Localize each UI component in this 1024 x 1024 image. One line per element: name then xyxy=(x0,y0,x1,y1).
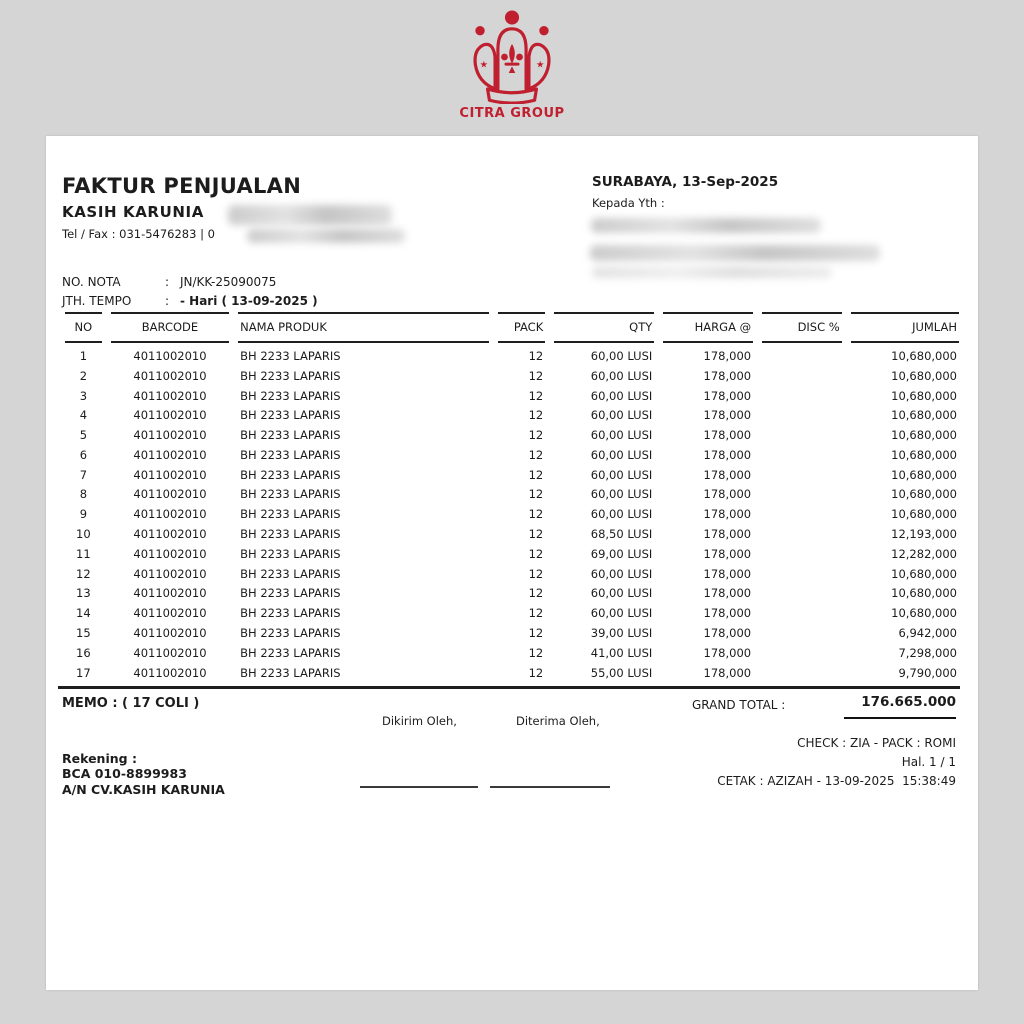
cell-barcode: 4011002010 xyxy=(133,606,207,621)
cell-disc xyxy=(762,446,842,466)
cell-harga: 178,000 xyxy=(703,606,752,621)
cell-jumlah: 10,680,000 xyxy=(891,566,957,581)
cell-disc xyxy=(762,643,842,663)
cell-harga: 178,000 xyxy=(703,546,752,561)
cell-jumlah: 10,680,000 xyxy=(891,368,957,383)
cell-no: 16 xyxy=(76,645,91,660)
cell-no: 1 xyxy=(79,349,88,363)
cell-qty: 60,00 LUSI xyxy=(590,349,653,363)
cell-jumlah: 10,680,000 xyxy=(891,447,957,462)
jth-tempo-colon: : xyxy=(164,294,170,308)
cell-harga: 178,000 xyxy=(703,487,752,502)
cell-pack: 12 xyxy=(528,606,544,621)
cell-qty: 60,00 LUSI xyxy=(590,507,653,522)
cell-no: 4 xyxy=(79,408,88,423)
svg-text:★: ★ xyxy=(479,59,489,71)
redacted-company-detail xyxy=(228,205,392,225)
signature-line-diterima xyxy=(490,786,610,788)
cell-no: 17 xyxy=(76,665,91,680)
cell-barcode: 4011002010 xyxy=(133,546,207,561)
cell-jumlah: 10,680,000 xyxy=(891,507,957,522)
cell-nama-produk: BH 2233 LAPARIS xyxy=(240,606,341,621)
cell-harga: 178,000 xyxy=(703,645,752,660)
cell-jumlah: 10,680,000 xyxy=(891,428,957,443)
city-date: SURABAYA, 13-Sep-2025 xyxy=(592,174,779,190)
cell-harga: 178,000 xyxy=(703,507,752,522)
cell-barcode: 4011002010 xyxy=(133,645,207,660)
cell-jumlah: 12,193,000 xyxy=(891,527,957,542)
table-row xyxy=(65,544,959,564)
logo-text: CITRA GROUP xyxy=(459,106,565,121)
cell-no: 7 xyxy=(79,467,88,482)
company-logo xyxy=(442,10,582,121)
cell-no: 13 xyxy=(76,586,91,601)
cell-barcode: 4011002010 xyxy=(133,368,207,383)
cell-barcode: 4011002010 xyxy=(133,586,207,601)
cell-no: 12 xyxy=(76,566,91,581)
table-row xyxy=(65,485,959,505)
cell-nama-produk: BH 2233 LAPARIS xyxy=(240,527,341,542)
table-row xyxy=(65,386,959,406)
page-title: FAKTUR PENJUALAN xyxy=(62,174,302,198)
cell-qty: 60,00 LUSI xyxy=(590,566,653,581)
table-row xyxy=(65,584,959,604)
cell-jumlah: 10,680,000 xyxy=(891,349,957,363)
rekening-name: A/N CV.KASIH KARUNIA xyxy=(62,782,225,797)
cell-disc xyxy=(762,544,842,564)
table-header-row xyxy=(65,312,959,343)
recipient-label: Kepada Yth : xyxy=(592,196,665,210)
cell-no: 3 xyxy=(79,388,88,403)
cell-pack: 12 xyxy=(528,388,544,403)
cell-harga: 178,000 xyxy=(703,665,752,680)
no-nota-label: NO. NOTA xyxy=(62,275,121,289)
cell-nama-produk: BH 2233 LAPARIS xyxy=(240,408,341,423)
cell-jumlah: 6,942,000 xyxy=(898,625,957,640)
cell-jumlah: 10,680,000 xyxy=(891,388,957,403)
cell-qty: 60,00 LUSI xyxy=(590,447,653,462)
grand-total-rule xyxy=(844,717,956,719)
cell-no: 15 xyxy=(76,625,91,640)
cell-barcode: 4011002010 xyxy=(133,349,207,363)
diterima-oleh-label: Diterima Oleh, xyxy=(516,714,600,728)
col-header-harga: HARGA @ xyxy=(663,312,753,343)
cell-harga: 178,000 xyxy=(703,527,752,542)
table-row xyxy=(65,426,959,446)
cell-qty: 39,00 LUSI xyxy=(590,625,653,640)
rekening-account: BCA 010-8899983 xyxy=(62,766,187,781)
cell-disc xyxy=(762,386,842,406)
cell-pack: 12 xyxy=(528,586,544,601)
cell-harga: 178,000 xyxy=(703,566,752,581)
svg-text:★: ★ xyxy=(535,59,545,71)
cell-qty: 60,00 LUSI xyxy=(590,487,653,502)
page-number: Hal. 1 / 1 xyxy=(901,755,956,769)
cell-barcode: 4011002010 xyxy=(133,507,207,522)
cell-disc xyxy=(762,343,842,366)
cell-qty: 68,50 LUSI xyxy=(590,527,653,542)
cell-jumlah: 10,680,000 xyxy=(891,408,957,423)
cell-no: 2 xyxy=(79,368,88,383)
cell-disc xyxy=(762,564,842,584)
cell-qty: 60,00 LUSI xyxy=(590,368,653,383)
table-row xyxy=(65,446,959,466)
cell-jumlah: 7,298,000 xyxy=(898,645,957,660)
cell-barcode: 4011002010 xyxy=(133,428,207,443)
cell-harga: 178,000 xyxy=(703,467,752,482)
cell-disc xyxy=(762,663,842,683)
cell-nama-produk: BH 2233 LAPARIS xyxy=(240,487,341,502)
cell-disc xyxy=(762,366,842,386)
check-pack-line: CHECK : ZIA - PACK : ROMI xyxy=(797,736,956,750)
table-row xyxy=(65,505,959,525)
col-header-jumlah: JUMLAH xyxy=(851,312,959,343)
cell-no: 10 xyxy=(76,527,91,542)
cell-nama-produk: BH 2233 LAPARIS xyxy=(240,349,341,363)
cell-pack: 12 xyxy=(528,428,544,443)
table-row xyxy=(65,564,959,584)
cell-disc xyxy=(762,624,842,644)
no-nota-value: JN/KK-25090075 xyxy=(180,275,277,289)
redacted-phone xyxy=(247,229,405,243)
cell-qty: 60,00 LUSI xyxy=(590,428,653,443)
cell-disc xyxy=(762,505,842,525)
cell-no: 6 xyxy=(79,447,88,462)
cell-disc xyxy=(762,584,842,604)
rekening-label: Rekening : xyxy=(62,751,137,766)
cell-disc xyxy=(762,525,842,545)
cell-barcode: 4011002010 xyxy=(133,408,207,423)
cell-jumlah: 9,790,000 xyxy=(898,665,957,680)
table-row xyxy=(65,604,959,624)
cell-disc xyxy=(762,485,842,505)
cell-qty: 60,00 LUSI xyxy=(590,606,653,621)
cell-nama-produk: BH 2233 LAPARIS xyxy=(240,467,341,482)
cell-barcode: 4011002010 xyxy=(133,527,207,542)
cell-pack: 12 xyxy=(528,527,544,542)
table-row xyxy=(65,465,959,485)
signature-line-dikirim xyxy=(360,786,478,788)
cell-jumlah: 10,680,000 xyxy=(891,487,957,502)
no-nota-colon: : xyxy=(164,275,170,289)
cell-barcode: 4011002010 xyxy=(133,665,207,680)
cell-qty: 60,00 LUSI xyxy=(590,467,653,482)
col-header-qty: QTY xyxy=(554,312,654,343)
jth-tempo-value: - Hari ( 13-09-2025 ) xyxy=(180,294,318,308)
cell-disc xyxy=(762,604,842,624)
no-nota-line xyxy=(62,275,276,289)
table-row xyxy=(65,406,959,426)
cell-barcode: 4011002010 xyxy=(133,566,207,581)
cell-nama-produk: BH 2233 LAPARIS xyxy=(240,625,341,640)
table-row xyxy=(65,624,959,644)
cell-nama-produk: BH 2233 LAPARIS xyxy=(240,388,341,403)
cell-harga: 178,000 xyxy=(703,428,752,443)
col-header-barcode: BARCODE xyxy=(111,312,229,343)
cell-barcode: 4011002010 xyxy=(133,467,207,482)
cell-pack: 12 xyxy=(528,487,544,502)
cell-disc xyxy=(762,465,842,485)
grand-total-value: 176.665.000 xyxy=(861,694,956,710)
cell-no: 11 xyxy=(76,546,91,561)
cell-nama-produk: BH 2233 LAPARIS xyxy=(240,566,341,581)
cell-jumlah: 12,282,000 xyxy=(891,546,957,561)
table-bottom-rule xyxy=(58,686,960,689)
cell-pack: 12 xyxy=(528,408,544,423)
cell-qty: 60,00 LUSI xyxy=(590,408,653,423)
cell-qty: 60,00 LUSI xyxy=(590,586,653,601)
print-info-line: CETAK : AZIZAH - 13-09-2025 15:38:49 xyxy=(717,774,956,788)
cell-harga: 178,000 xyxy=(703,349,752,363)
col-header-nama: NAMA PRODUK xyxy=(238,312,489,343)
cell-nama-produk: BH 2233 LAPARIS xyxy=(240,546,341,561)
invoice-table-body xyxy=(65,343,959,683)
cell-harga: 178,000 xyxy=(703,586,752,601)
cell-pack: 12 xyxy=(528,665,544,680)
memo-line: MEMO : ( 17 COLI ) xyxy=(62,696,200,711)
cell-harga: 178,000 xyxy=(703,625,752,640)
cell-no: 5 xyxy=(79,428,88,443)
cell-pack: 12 xyxy=(528,546,544,561)
tel-fax-line: Tel / Fax : 031-5476283 | 0 xyxy=(62,227,215,241)
cell-jumlah: 10,680,000 xyxy=(891,606,957,621)
crown-icon xyxy=(442,10,582,104)
cell-pack: 12 xyxy=(528,368,544,383)
jth-tempo-line xyxy=(62,294,318,308)
cell-harga: 178,000 xyxy=(703,388,752,403)
table-row xyxy=(65,343,959,366)
cell-pack: 12 xyxy=(528,467,544,482)
cell-qty: 69,00 LUSI xyxy=(590,546,653,561)
table-row xyxy=(65,525,959,545)
cell-nama-produk: BH 2233 LAPARIS xyxy=(240,447,341,462)
cell-harga: 178,000 xyxy=(703,408,752,423)
cell-pack: 12 xyxy=(528,645,544,660)
cell-nama-produk: BH 2233 LAPARIS xyxy=(240,428,341,443)
cell-no: 8 xyxy=(79,487,88,502)
cell-pack: 12 xyxy=(528,447,544,462)
cell-pack: 12 xyxy=(528,507,544,522)
cell-nama-produk: BH 2233 LAPARIS xyxy=(240,586,341,601)
cell-pack: 12 xyxy=(528,566,544,581)
col-header-no: NO xyxy=(65,312,102,343)
company-name: KASIH KARUNIA xyxy=(62,203,204,221)
table-row xyxy=(65,663,959,683)
cell-barcode: 4011002010 xyxy=(133,487,207,502)
dikirim-oleh-label: Dikirim Oleh, xyxy=(382,714,457,728)
grand-total-label: GRAND TOTAL : xyxy=(692,698,786,712)
cell-no: 9 xyxy=(79,507,88,522)
items-table xyxy=(56,312,968,683)
cell-barcode: 4011002010 xyxy=(133,447,207,462)
redacted-recipient-name xyxy=(591,218,821,233)
invoice-page xyxy=(46,136,978,990)
table-row xyxy=(65,643,959,663)
cell-harga: 178,000 xyxy=(703,447,752,462)
cell-jumlah: 10,680,000 xyxy=(891,467,957,482)
cell-nama-produk: BH 2233 LAPARIS xyxy=(240,645,341,660)
table-row xyxy=(65,366,959,386)
redacted-recipient-address xyxy=(590,245,880,261)
cell-nama-produk: BH 2233 LAPARIS xyxy=(240,507,341,522)
cell-pack: 12 xyxy=(528,349,544,363)
cell-no: 14 xyxy=(76,606,91,621)
col-header-disc: DISC % xyxy=(762,312,842,343)
jth-tempo-label: JTH. TEMPO xyxy=(62,294,132,308)
cell-pack: 12 xyxy=(528,625,544,640)
cell-barcode: 4011002010 xyxy=(133,625,207,640)
cell-jumlah: 10,680,000 xyxy=(891,586,957,601)
col-header-pack: PACK xyxy=(498,312,545,343)
redacted-recipient-address-2 xyxy=(592,267,832,278)
cell-harga: 178,000 xyxy=(703,368,752,383)
cell-barcode: 4011002010 xyxy=(133,388,207,403)
cell-qty: 41,00 LUSI xyxy=(590,645,653,660)
cell-disc xyxy=(762,406,842,426)
cell-nama-produk: BH 2233 LAPARIS xyxy=(240,665,341,680)
cell-qty: 55,00 LUSI xyxy=(590,665,653,680)
cell-qty: 60,00 LUSI xyxy=(590,388,653,403)
cell-nama-produk: BH 2233 LAPARIS xyxy=(240,368,341,383)
cell-disc xyxy=(762,426,842,446)
